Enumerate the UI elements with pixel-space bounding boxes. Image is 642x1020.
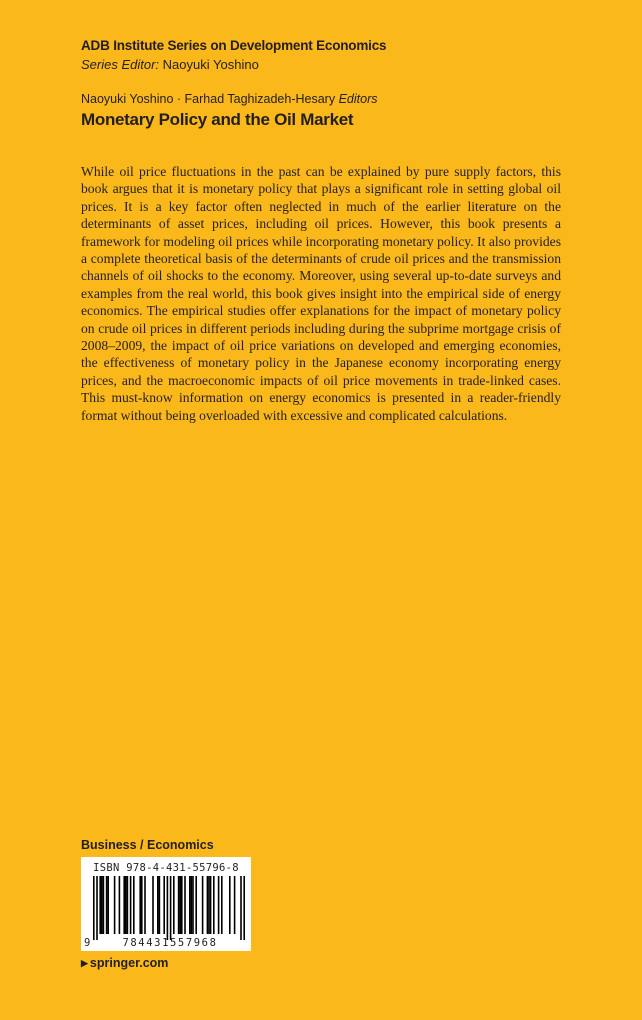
barcode-bar xyxy=(103,876,105,934)
barcode-bar xyxy=(114,876,116,934)
barcode-bar xyxy=(221,876,223,934)
barcode-bar xyxy=(144,876,146,934)
barcode-bar xyxy=(192,876,194,934)
barcode-bar xyxy=(195,876,197,934)
barcode-bar xyxy=(218,876,220,934)
barcode-bar xyxy=(208,876,210,934)
series-editor-name: Naoyuki Yoshino xyxy=(162,57,259,72)
series-title: ADB Institute Series on Development Economics xyxy=(81,38,387,53)
book-editors-names: Naoyuki Yoshino · Farhad Taghizadeh-Hesary xyxy=(81,92,336,106)
barcode-bar xyxy=(229,876,231,934)
book-editors-role: Editors xyxy=(338,92,378,106)
barcode-bar xyxy=(130,876,132,934)
barcode-bar xyxy=(213,876,215,934)
barcode-bar xyxy=(178,876,180,934)
barcode-bar xyxy=(152,876,154,934)
book-header xyxy=(81,90,601,132)
barcode-bar xyxy=(167,876,169,940)
series-editor-label: Series Editor: xyxy=(81,57,160,72)
barcode-bar xyxy=(159,876,161,934)
isbn-barcode xyxy=(81,857,251,951)
barcode-bar xyxy=(93,876,95,940)
barcode-bar xyxy=(184,876,186,934)
barcode-bar xyxy=(202,876,204,934)
book-blurb: While oil price fluctuations in the past can be explained by pure supply factors, this book argues that it is monetary policy that plays a significant role in setting global oil prices. It is a key factor often neglected in much of the earlier literature on the determinants of asset prices, including oil prices. However, this book presents a framework for modeling oil prices while incorporating monetary policy. It also provides a complete theoretical basis of the determinants of crude oil prices and the transmission channels of oil shocks to the economy. Moreover, using several up-to-date surveys and examples from the real world, this book gives insight into the empirical side of energy economics. The empirical studies offer explanations for the impact of monetary policy on crude oil prices in different periods including during the subprime mortgage crisis of 2008–2009, the impact of oil price variations on developed and emerging economies, the effectiveness of monetary policy in the Japanese economy incorporating energy prices, and the macroeconomic impacts of oil price movements in trade-linked cases. This must-know information on energy economics is presented in a reader-friendly format without being overloaded with excessive and complicated calculations. xyxy=(81,164,561,423)
series-header xyxy=(81,36,601,74)
barcode-bar xyxy=(133,876,135,934)
publisher-website[interactable] xyxy=(81,954,168,972)
barcode-bar xyxy=(127,876,129,934)
barcode-bar xyxy=(139,876,141,934)
arrow-right-icon: ▶ xyxy=(81,958,88,968)
barcode-bar xyxy=(123,876,125,934)
book-editors xyxy=(81,90,601,108)
barcode-bar xyxy=(107,876,109,934)
barcode-bar xyxy=(157,876,159,934)
category-label: Business / Economics xyxy=(81,838,214,852)
barcode-bar xyxy=(210,876,212,934)
barcode-bar xyxy=(243,876,245,940)
ean-first-digit: 9 xyxy=(84,937,91,949)
barcode-bar xyxy=(173,876,175,934)
book-title: Monetary Policy and the Oil Market xyxy=(81,110,354,129)
isbn-text: ISBN 978-4-431-55796-8 xyxy=(93,862,239,874)
barcode-bar xyxy=(189,876,191,934)
barcode-bar xyxy=(234,876,236,934)
barcode-bar xyxy=(96,876,98,940)
website-url: springer.com xyxy=(89,956,169,970)
ean-digits: 784431557968 xyxy=(122,937,218,949)
barcode-bar xyxy=(191,876,193,934)
barcode-bar xyxy=(181,876,183,934)
barcode-bar xyxy=(101,876,103,934)
barcode-bar xyxy=(99,876,101,934)
barcode-bar xyxy=(207,876,209,934)
series-editor xyxy=(81,56,601,74)
barcode-bar xyxy=(170,876,172,940)
barcode-bar xyxy=(119,876,121,934)
barcode-bar xyxy=(125,876,127,934)
barcode-bar xyxy=(179,876,181,934)
barcode-bar xyxy=(141,876,143,934)
barcode-bar xyxy=(163,876,165,934)
barcode-bar xyxy=(106,876,108,934)
barcode-bar xyxy=(240,876,242,940)
